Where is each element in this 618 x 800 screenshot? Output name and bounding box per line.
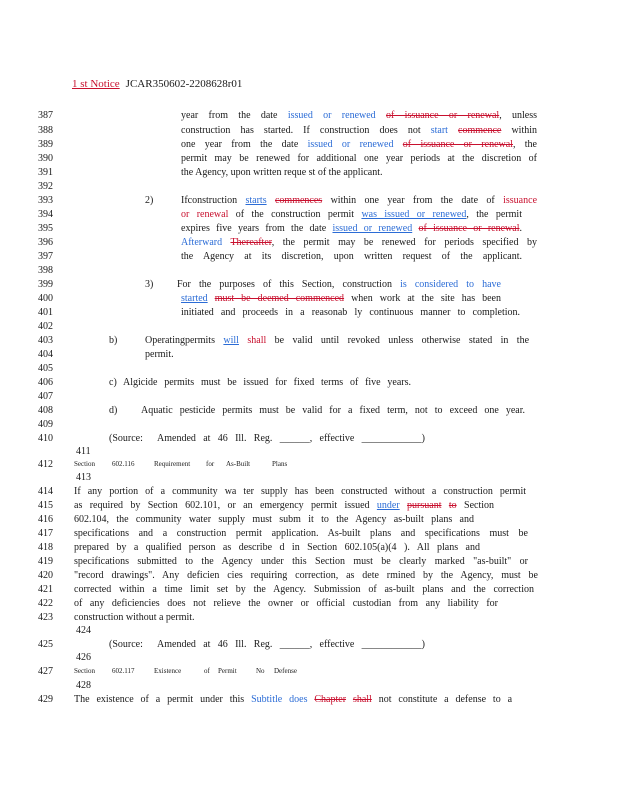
text-line-393: Ifconstruction starts commences within one year from the date of issuance bbox=[181, 195, 538, 206]
document-code: JCAR350602-2208628r01 bbox=[125, 78, 243, 90]
text-line-423: construction without a permit. bbox=[74, 612, 195, 623]
text-line-395: expires five years from the date issued or renewed of issuance or renewal. bbox=[181, 223, 522, 234]
line-number: 427 bbox=[38, 666, 53, 677]
line-number: 406 bbox=[38, 377, 53, 388]
item-marker-b: b) bbox=[109, 335, 118, 346]
line-number: 399 bbox=[38, 279, 53, 290]
text-line-388: construction has started. If construction does not start commence within bbox=[181, 125, 538, 136]
line-number: 428 bbox=[76, 680, 91, 691]
line-number: 416 bbox=[38, 514, 53, 525]
line-number: 409 bbox=[38, 419, 53, 430]
line-number: 395 bbox=[38, 223, 53, 234]
line-number: 418 bbox=[38, 542, 53, 553]
item-marker-2: 2) bbox=[145, 195, 154, 206]
text-line-396: Afterward Thereafter, the permit may be renewed for periods specified by bbox=[181, 237, 537, 248]
line-number: 400 bbox=[38, 293, 53, 304]
text-line-400: started must be deemed commenced when work at the site has been bbox=[181, 293, 501, 304]
text-line-387: year from the date issued or renewed of issuance or renewal, unless bbox=[181, 110, 538, 121]
text-line-420: "record drawings". Any deficien cies requiring correction, as dete rmined by the Agency, must be bbox=[74, 570, 538, 581]
line-number: 387 bbox=[38, 110, 53, 121]
line-number: 424 bbox=[76, 625, 91, 636]
line-number: 393 bbox=[38, 195, 53, 206]
line-number: 413 bbox=[76, 472, 91, 483]
text-line-415: as required by Section 602.101, or an emergency permit issued under pursuant to Section bbox=[74, 500, 495, 511]
notice-header bbox=[72, 78, 242, 90]
line-number: 408 bbox=[38, 405, 53, 416]
line-number: 405 bbox=[38, 363, 53, 374]
line-number: 412 bbox=[38, 459, 53, 470]
line-number: 422 bbox=[38, 598, 53, 609]
line-number: 389 bbox=[38, 139, 53, 150]
text-line-416: 602.104, the community water supply must subm it to the Agency as-built plans and bbox=[74, 514, 474, 525]
line-number: 388 bbox=[38, 125, 53, 136]
source-label: (Source: bbox=[109, 433, 143, 444]
line-number: 392 bbox=[38, 181, 53, 192]
line-number: 426 bbox=[76, 652, 91, 663]
text-line-390: permit may be renewed for additional one year periods at the discretion of bbox=[181, 153, 537, 164]
line-number: 401 bbox=[38, 307, 53, 318]
line-number: 396 bbox=[38, 237, 53, 248]
text-line-419: specifications submitted to the Agency under this Section must be clearly marked "as-built" or bbox=[74, 556, 528, 567]
text-line-422: of any deficiencies does not relieve the owner or official custodian from any liability for bbox=[74, 598, 498, 609]
text-line-429: The existence of a permit under this Subtitle does Chapter shall not constitute a defense to a bbox=[74, 694, 513, 705]
text-line-421: corrected within a time limit set by the Agency. Submission of as-built plans and the correction bbox=[74, 584, 534, 595]
line-number: 415 bbox=[38, 500, 53, 511]
line-number: 410 bbox=[38, 433, 53, 444]
line-number: 403 bbox=[38, 335, 53, 346]
line-number: 414 bbox=[38, 486, 53, 497]
line-number: 425 bbox=[38, 639, 53, 650]
text-line-389: one year from the date issued or renewed of issuance or renewal, the bbox=[181, 139, 537, 150]
line-number: 404 bbox=[38, 349, 53, 360]
line-number: 407 bbox=[38, 391, 53, 402]
text-line-401: initiated and proceeds in a reasonab ly continuous manner to completion. bbox=[181, 307, 520, 318]
line-number: 402 bbox=[38, 321, 53, 332]
text-line-417: specifications and a construction permit application. As-built plans and specifications must be bbox=[74, 528, 528, 539]
line-number: 394 bbox=[38, 209, 53, 220]
line-number: 390 bbox=[38, 153, 53, 164]
text-line-408: Aquatic pesticide permits must be valid for a fixed term, not to exceed one year. bbox=[141, 405, 525, 416]
line-number: 411 bbox=[76, 446, 91, 457]
text-line-403: Operatingpermits will shall be valid until revoked unless otherwise stated in the bbox=[145, 335, 530, 346]
text-line-391: the Agency, upon written reque st of the applicant. bbox=[181, 167, 383, 178]
source-line-410: Amended at 46 Ill. Reg. ______, effective ____________) bbox=[157, 433, 425, 444]
text-line-394: or renewal of the construction permit was issued or renewed, the permit bbox=[181, 209, 522, 220]
line-number: 391 bbox=[38, 167, 53, 178]
line-number: 398 bbox=[38, 265, 53, 276]
source-label: (Source: bbox=[109, 639, 143, 650]
section-heading-602-117: Section 602.117 Existence of Permit No Defense bbox=[74, 667, 297, 675]
text-line-399: For the purposes of this Section, construction is considered to have bbox=[177, 279, 501, 290]
line-number: 421 bbox=[38, 584, 53, 595]
line-number: 419 bbox=[38, 556, 53, 567]
line-number: 417 bbox=[38, 528, 53, 539]
text-line-418: prepared by a qualified person as describe d in Section 602.105(a)(4 ). All plans and bbox=[74, 542, 480, 553]
text-line-397: the Agency at its discretion, upon written request of the applicant. bbox=[181, 251, 522, 262]
line-number: 423 bbox=[38, 612, 53, 623]
item-marker-d: d) bbox=[109, 405, 118, 416]
line-number: 429 bbox=[38, 694, 53, 705]
line-number: 397 bbox=[38, 251, 53, 262]
notice-label: 1 st Notice bbox=[72, 78, 120, 90]
item-marker-3: 3) bbox=[145, 279, 154, 290]
source-line-425: Amended at 46 Ill. Reg. ______, effective ____________) bbox=[157, 639, 425, 650]
text-line-404: permit. bbox=[145, 349, 174, 360]
text-line-406: c) Algicide permits must be issued for fixed terms of five years. bbox=[109, 377, 411, 388]
section-heading-602-116: Section 602.116 Requirement for As-Built Plans bbox=[74, 460, 288, 468]
line-number: 420 bbox=[38, 570, 53, 581]
text-line-414: If any portion of a community wa ter supply has been constructed without a construction permit bbox=[74, 486, 526, 497]
